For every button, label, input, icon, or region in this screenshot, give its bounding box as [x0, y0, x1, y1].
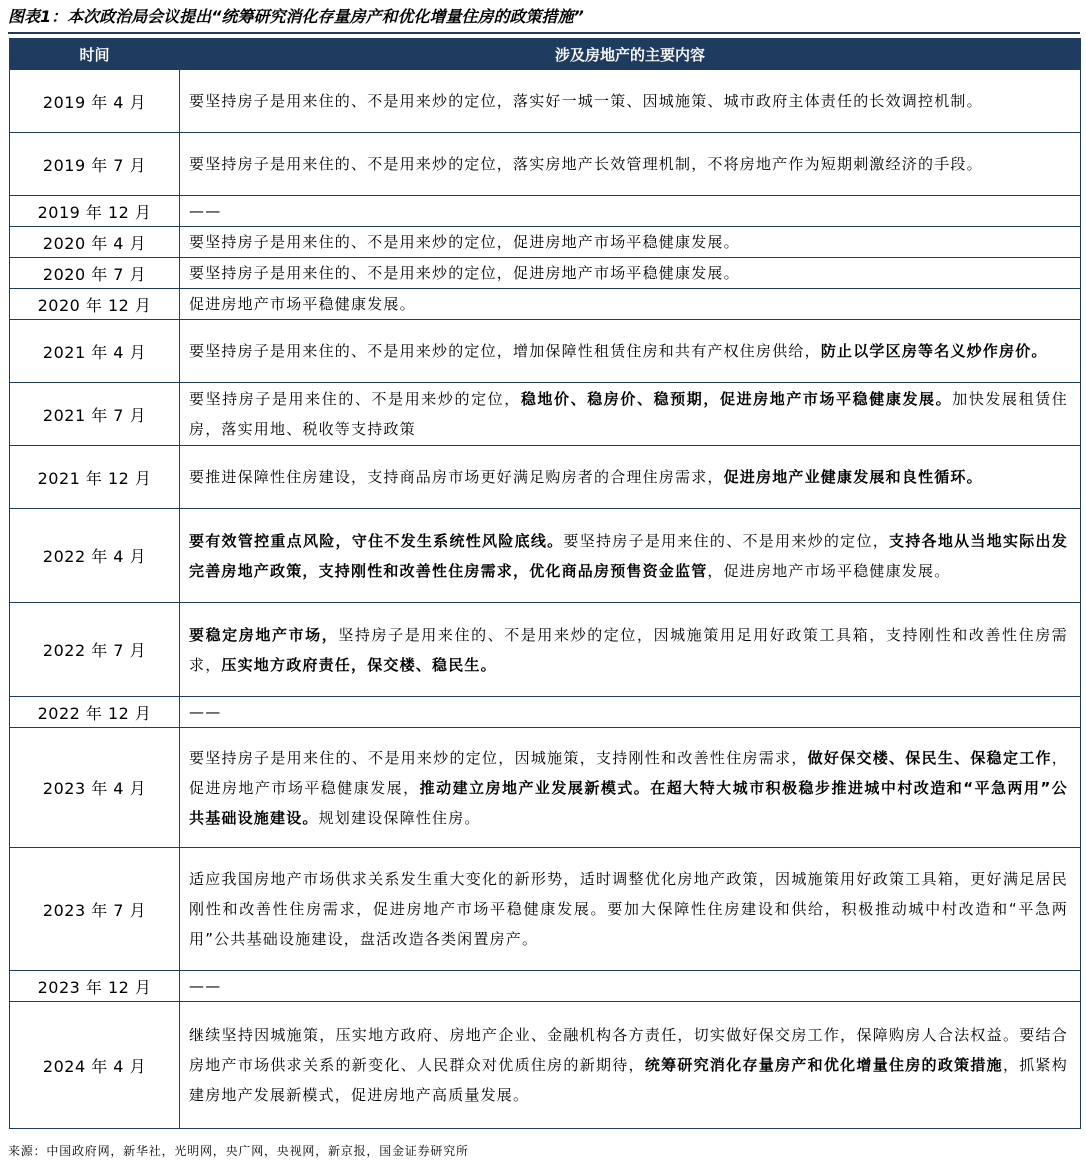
content-text: ——	[189, 202, 222, 220]
content-emphasis: 稳地价、稳房价、稳预期，促进房地产市场平稳健康发展。	[520, 390, 953, 408]
header-content: 涉及房地产的主要内容	[180, 39, 1081, 70]
table-row	[10, 383, 1081, 446]
table-row	[10, 1002, 1081, 1129]
row-date: 2020 年 12 月	[10, 289, 180, 320]
content-text: ——	[189, 703, 222, 721]
table-row	[10, 509, 1081, 603]
content-emphasis: 要稳定房地产市场，	[189, 625, 339, 644]
table-row	[10, 446, 1081, 509]
row-content	[180, 70, 1081, 133]
content-text: ，促进房地产市场平稳健康发展。	[707, 561, 951, 580]
content-text: 要坚持房子是用来住的、不是用来炒的定位，	[189, 390, 521, 408]
content-emphasis: 促进房地产业健康发展和良性循环。	[723, 468, 983, 486]
content-emphasis: 防止以学区房等名义炒作房价。	[820, 342, 1048, 360]
table-row	[10, 196, 1081, 227]
row-date: 2024 年 4 月	[10, 1002, 180, 1129]
row-date: 2020 年 7 月	[10, 258, 180, 289]
table-row	[10, 289, 1081, 320]
row-date: 2021 年 12 月	[10, 446, 180, 509]
content-text: 要坚持房子是用来住的、不是用来炒的定位，落实好一城一策、因城施策、城市政府主体责任的长效调控机制。	[189, 92, 983, 110]
row-date: 2020 年 4 月	[10, 227, 180, 258]
row-date: 2021 年 4 月	[10, 320, 180, 383]
row-content	[180, 133, 1081, 196]
table-row	[10, 971, 1081, 1002]
title-rule	[8, 32, 1080, 34]
row-content	[180, 848, 1081, 971]
table-row	[10, 697, 1081, 728]
row-content	[180, 509, 1081, 603]
row-content	[180, 289, 1081, 320]
content-emphasis: 统筹研究消化存量房产和优化增量住房的政策措施	[644, 1056, 1003, 1074]
table-row	[10, 728, 1081, 848]
content-text: 要推进保障性住房建设，支持商品房市场更好满足购房者的合理住房需求，	[189, 468, 724, 486]
row-content	[180, 446, 1081, 509]
figure-title: 图表1：本次政治局会议提出“统筹研究消化存量房产和优化增量住房的政策措施”	[8, 7, 584, 26]
row-content	[180, 603, 1081, 697]
content-emphasis: 压实地方政府责任，保交楼、稳民生。	[221, 655, 497, 674]
table-row	[10, 227, 1081, 258]
table-row	[10, 848, 1081, 971]
content-text: 要坚持房子是用来住的、不是用来炒的定位，增加保障性租赁住房和共有产权住房供给，	[189, 342, 821, 360]
header-time: 时间	[10, 39, 180, 70]
content-text: 要坚持房子是用来住的、不是用来炒的定位，	[563, 531, 889, 550]
content-text: 要坚持房子是用来住的、不是用来炒的定位，因城施策，支持刚性和改善性住房需求，	[189, 748, 808, 767]
row-content	[180, 258, 1081, 289]
content-text: 坚持房子是用来住的、不是用来炒的定位，因城施策用足用好政策工具箱，支持刚性和改善性住房需求，	[189, 625, 1068, 674]
content-text: ——	[189, 977, 222, 995]
content-text: 要坚持房子是用来住的、不是用来炒的定位，促进房地产市场平稳健康发展。	[189, 233, 740, 251]
table-row	[10, 258, 1081, 289]
row-date: 2023 年 7 月	[10, 848, 180, 971]
table-header-row	[10, 39, 1081, 70]
content-text: 规划建设保障性住房。	[318, 808, 481, 827]
row-date: 2019 年 7 月	[10, 133, 180, 196]
row-date: 2021 年 7 月	[10, 383, 180, 446]
row-date: 2019 年 4 月	[10, 70, 180, 133]
row-date: 2019 年 12 月	[10, 196, 180, 227]
policy-table	[9, 38, 1081, 1129]
content-emphasis: 做好保交楼、保民生、保稳定工作	[807, 748, 1052, 767]
row-content	[180, 1002, 1081, 1129]
content-emphasis: 推动建立房地产业发展新模式。在超大特大城市积极稳步推进城中村改造和“平急两用”公共基础设施建设。	[189, 778, 1068, 827]
content-text: 适应我国房地产市场供求关系发生重大变化的新形势，适时调整优化房地产政策，因城施策用好政策工具箱，更好满足居民刚性和改善性住房需求，促进房地产市场平稳健康发展。要加大保障性住房建设和供给，积极推动城中村改造和“平急两用”公共基础设施建设，盘活改造各类闲置房产。	[189, 870, 1068, 948]
row-content	[180, 971, 1081, 1002]
table-row	[10, 70, 1081, 133]
content-emphasis: 要有效管控重点风险，守住不发生系统性风险底线。	[189, 531, 564, 550]
content-text: 继续坚持因城施策，压实地方政府、房地产企业、金融机构各方责任，切实做好保交房工作，保障购房人合法权益。要结合房地产市场供求关系的新变化、人民群众对优质住房的新期待，	[189, 1026, 1068, 1074]
row-content	[180, 196, 1081, 227]
table-row	[10, 320, 1081, 383]
row-date: 2023 年 4 月	[10, 728, 180, 848]
row-date: 2023 年 12 月	[10, 971, 180, 1002]
content-text: 加快发展租赁住房，落实用地、税收等支持政策	[189, 390, 1068, 438]
content-text: 促进房地产市场平稳健康发展。	[189, 295, 416, 313]
table-row	[10, 133, 1081, 196]
row-content	[180, 728, 1081, 848]
content-text: 要坚持房子是用来住的、不是用来炒的定位，促进房地产市场平稳健康发展。	[189, 264, 740, 282]
table-body	[10, 70, 1081, 1129]
content-text: 要坚持房子是用来住的、不是用来炒的定位，落实房地产长效管理机制，不将房地产作为短期刺激经济的手段。	[189, 155, 983, 173]
row-content	[180, 320, 1081, 383]
row-date: 2022 年 12 月	[10, 697, 180, 728]
source-note: 来源：中国政府网，新华社，光明网，央广网，央视网，新京报，国金证券研究所	[8, 1144, 469, 1158]
content-emphasis: 支持各地从当地实际出发完善房地产政策，支持刚性和改善性住房需求，优化商品房预售资金监管	[189, 531, 1068, 580]
content-text: ，抓紧构建房地产发展新模式，促进房地产高质量发展。	[189, 1056, 1068, 1104]
row-date: 2022 年 4 月	[10, 509, 180, 603]
row-content	[180, 383, 1081, 446]
row-date: 2022 年 7 月	[10, 603, 180, 697]
table-row	[10, 603, 1081, 697]
row-content	[180, 697, 1081, 728]
row-content	[180, 227, 1081, 258]
content-text: ，促进房地产市场平稳健康发展，	[189, 748, 1068, 797]
